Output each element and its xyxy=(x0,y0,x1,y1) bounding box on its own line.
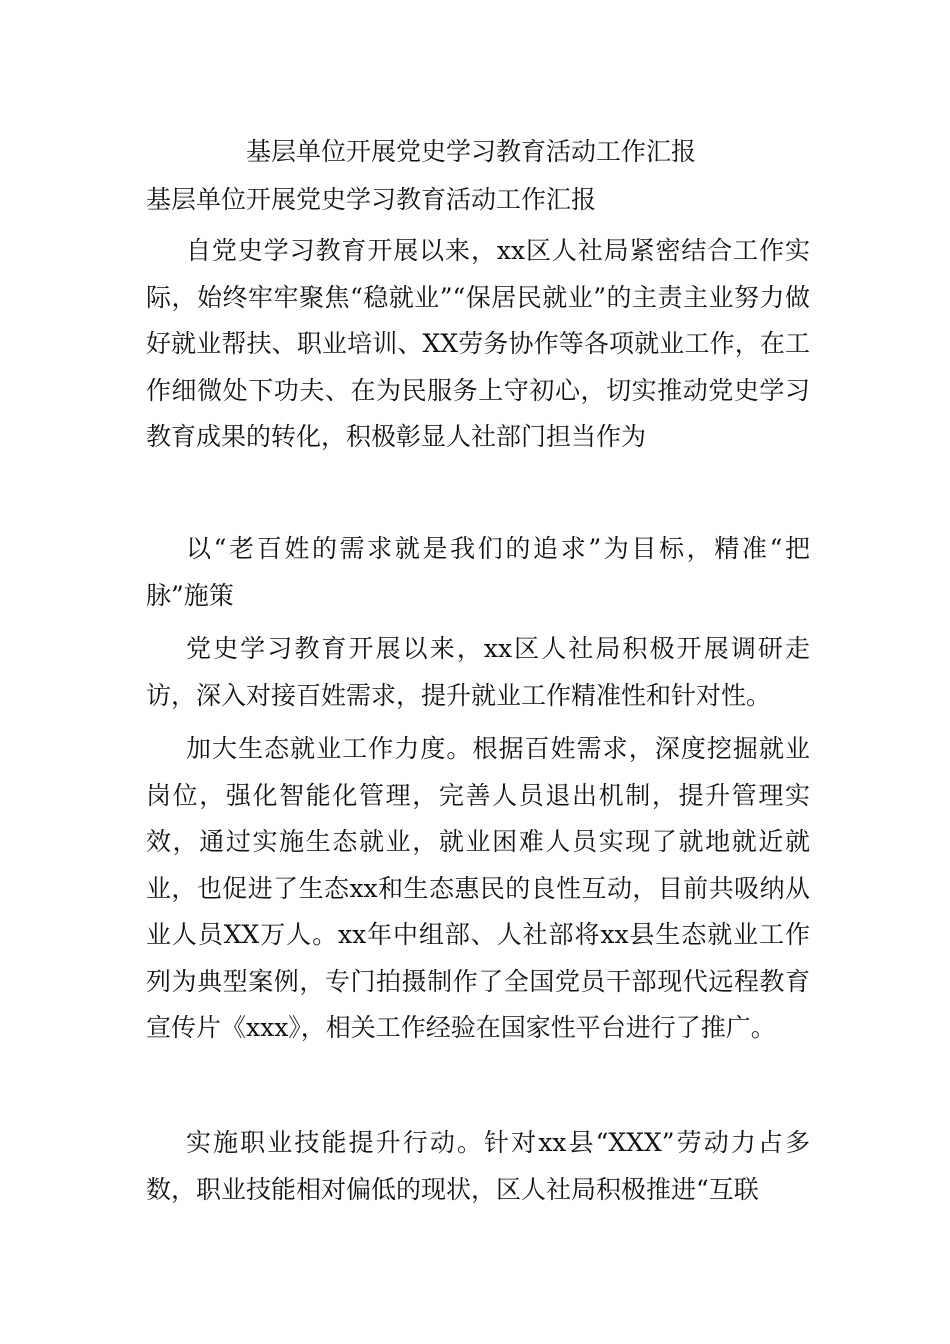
paragraph-skills-upgrade: 实施职业技能提升行动。针对xx县“XXX”劳动力占多数，职业技能相对偏低的现状，区人社局积极推进“互联 xyxy=(146,1128,810,1204)
document-subtitle: 基层单位开展党史学习教育活动工作汇报 xyxy=(146,185,597,214)
paragraph-intro: 自党史学习教育开展以来，xx区人社局紧密结合工作实际，始终牢牢聚焦“稳就业”“保居民就业”的主责主业努力做好就业帮扶、职业培训、XX劳务协作等各项就业工作，在工作细微处下功夫、在为民服务上守初心，切实推动党史学习教育成果的转化，积极彰显人社部门担当作为 xyxy=(146,236,810,451)
paragraph-research: 党史学习教育开展以来，xx区人社局积极开展调研走访，深入对接百姓需求，提升就业工作精准性和针对性。 xyxy=(146,634,810,710)
paragraph-ecological-employment: 加大生态就业工作力度。根据百姓需求，深度挖掘就业岗位，强化智能化管理，完善人员退出机制，提升管理实效，通过实施生态就业，就业困难人员实现了就地就近就业，也促进了生态xx和生态惠民的良性互动，目前共吸纳从业人员XX万人。xx年中组部、人社部将xx县生态就业工作列为典型案例，专门拍摄制作了全国党员干部现代远程教育宣传片《xxx》，相关工作经验在国家性平台进行了推广。 xyxy=(146,734,810,1042)
paragraph-heading-goal: 以“老百姓的需求就是我们的追求”为目标，精准“把脉”施策 xyxy=(146,534,810,610)
document-title: 基层单位开展党史学习教育活动工作汇报 xyxy=(246,137,697,166)
